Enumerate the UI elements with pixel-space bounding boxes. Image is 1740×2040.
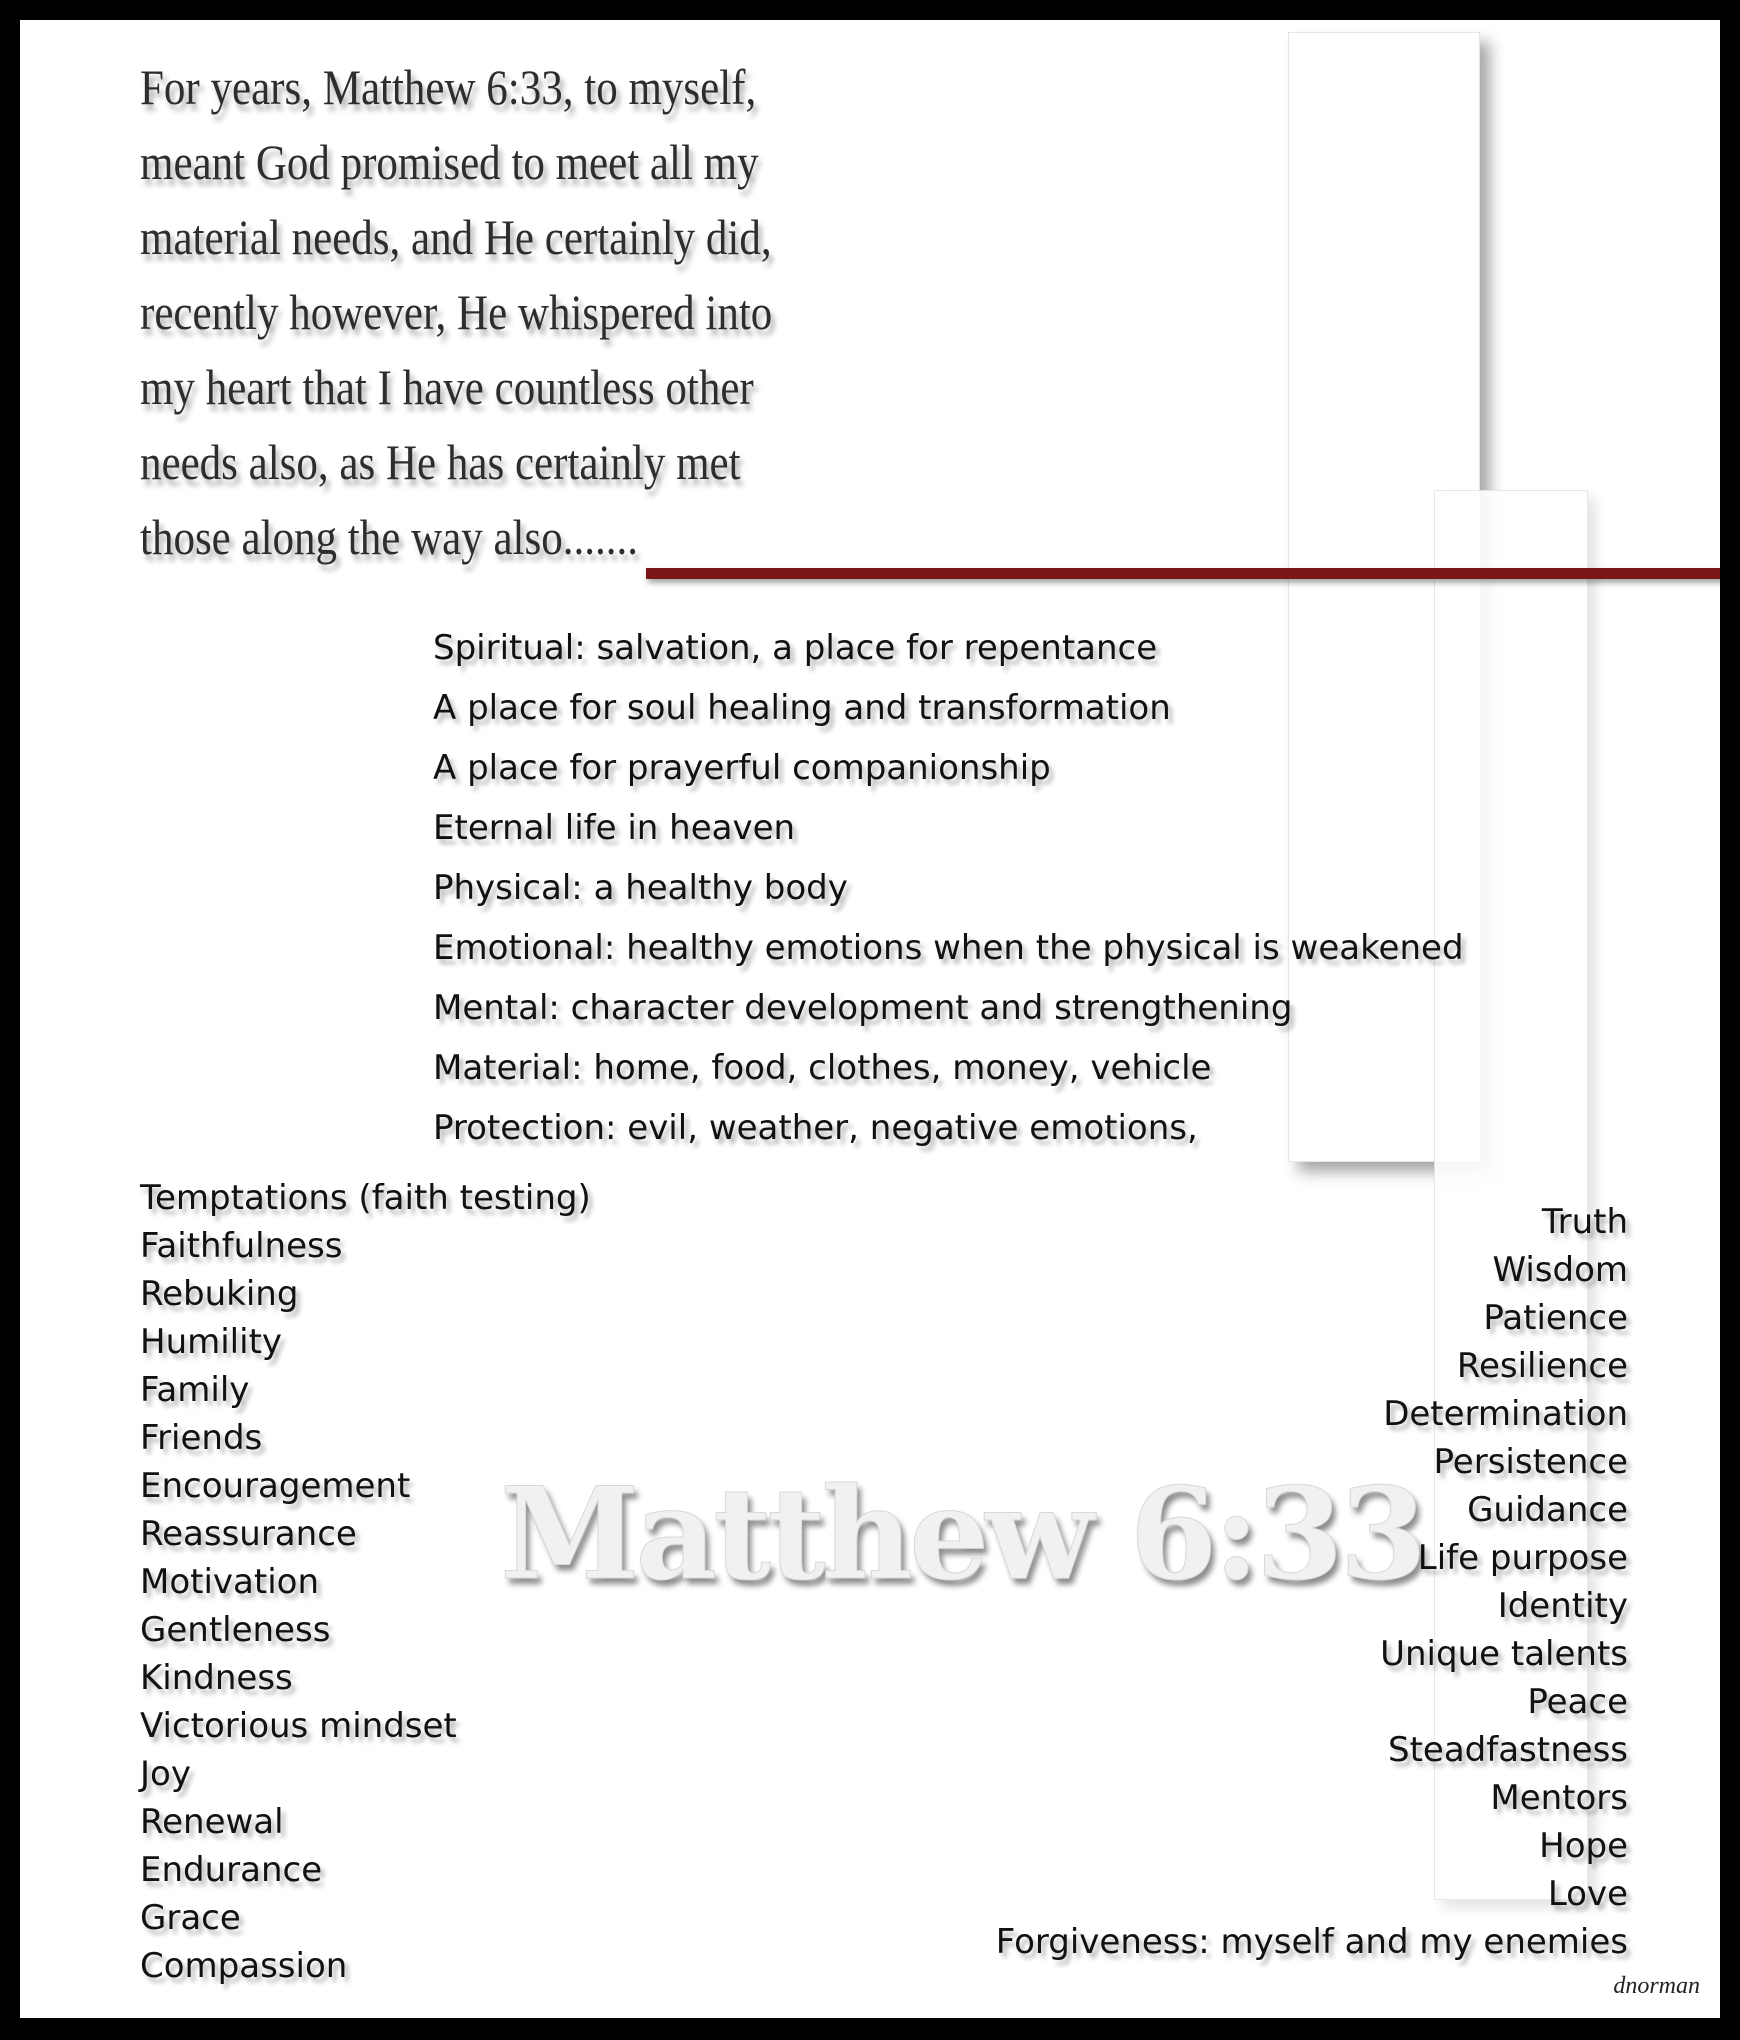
poster-page <box>20 20 1720 2018</box>
list-item: Truth <box>1541 1202 1628 1242</box>
list-item: Family <box>140 1370 250 1410</box>
intro-line: my heart that I have countless other <box>140 359 754 415</box>
list-item: Hope <box>1539 1826 1628 1866</box>
needs-item: A place for soul healing and transformation <box>433 688 1171 728</box>
list-item: Identity <box>1497 1586 1628 1626</box>
list-item: Gentleness <box>140 1610 331 1650</box>
list-item: Wisdom <box>1492 1250 1628 1290</box>
list-item: Mentors <box>1490 1778 1628 1818</box>
intro-line: material needs, and He certainly did, <box>140 209 772 265</box>
list-item: Temptations (faith testing) <box>140 1178 591 1218</box>
list-item: Renewal <box>140 1802 284 1842</box>
intro-line: those along the way also....... <box>140 509 638 565</box>
needs-item: Protection: evil, weather, negative emotions, <box>433 1108 1198 1148</box>
needs-item: Physical: a healthy body <box>433 868 848 908</box>
intro-line: recently however, He whispered into <box>140 284 773 340</box>
list-item: Steadfastness <box>1388 1730 1628 1770</box>
list-item: Humility <box>140 1322 283 1362</box>
needs-item: Mental: character development and strengthening <box>433 988 1293 1028</box>
list-item: Victorious mindset <box>140 1706 457 1746</box>
needs-list <box>433 618 1464 1158</box>
list-item: Motivation <box>140 1562 319 1602</box>
list-item: Life purpose <box>1417 1538 1628 1578</box>
list-item: Kindness <box>140 1658 293 1698</box>
list-item: Faithfulness <box>140 1226 343 1266</box>
list-item: Peace <box>1527 1682 1628 1722</box>
list-item: Unique talents <box>1380 1634 1628 1674</box>
needs-item: Eternal life in heaven <box>433 808 796 848</box>
list-item: Forgiveness: myself and my enemies <box>995 1922 1628 1962</box>
list-item: Compassion <box>140 1946 348 1986</box>
list-item: Resilience <box>1456 1346 1628 1386</box>
list-item: Persistence <box>1433 1442 1628 1482</box>
needs-item: Spiritual: salvation, a place for repentance <box>433 628 1158 668</box>
intro-line: For years, Matthew 6:33, to myself, <box>140 59 757 115</box>
list-item: Guidance <box>1467 1490 1628 1530</box>
needs-item: Material: home, food, clothes, money, vehicle <box>433 1048 1212 1088</box>
list-item: Rebuking <box>140 1274 299 1314</box>
scripture-title: Matthew 6:33 <box>500 1460 1424 1608</box>
list-item: Encouragement <box>140 1466 411 1506</box>
intro-paragraph <box>140 50 845 575</box>
list-item: Love <box>1547 1874 1628 1914</box>
needs-item: Emotional: healthy emotions when the physical is weakened <box>433 928 1464 968</box>
intro-line: needs also, as He has certainly met <box>140 434 741 490</box>
needs-item: A place for prayerful companionship <box>433 748 1051 788</box>
list-item: Reassurance <box>140 1514 357 1554</box>
list-item: Determination <box>1383 1394 1628 1434</box>
list-item: Grace <box>140 1898 241 1938</box>
list-item: Joy <box>140 1754 191 1794</box>
list-item: Friends <box>140 1418 263 1458</box>
list-item: Endurance <box>140 1850 323 1890</box>
list-item: Patience <box>1483 1298 1628 1338</box>
artist-signature: dnorman <box>1613 1973 1700 1999</box>
intro-line: meant God promised to meet all my <box>140 134 759 190</box>
